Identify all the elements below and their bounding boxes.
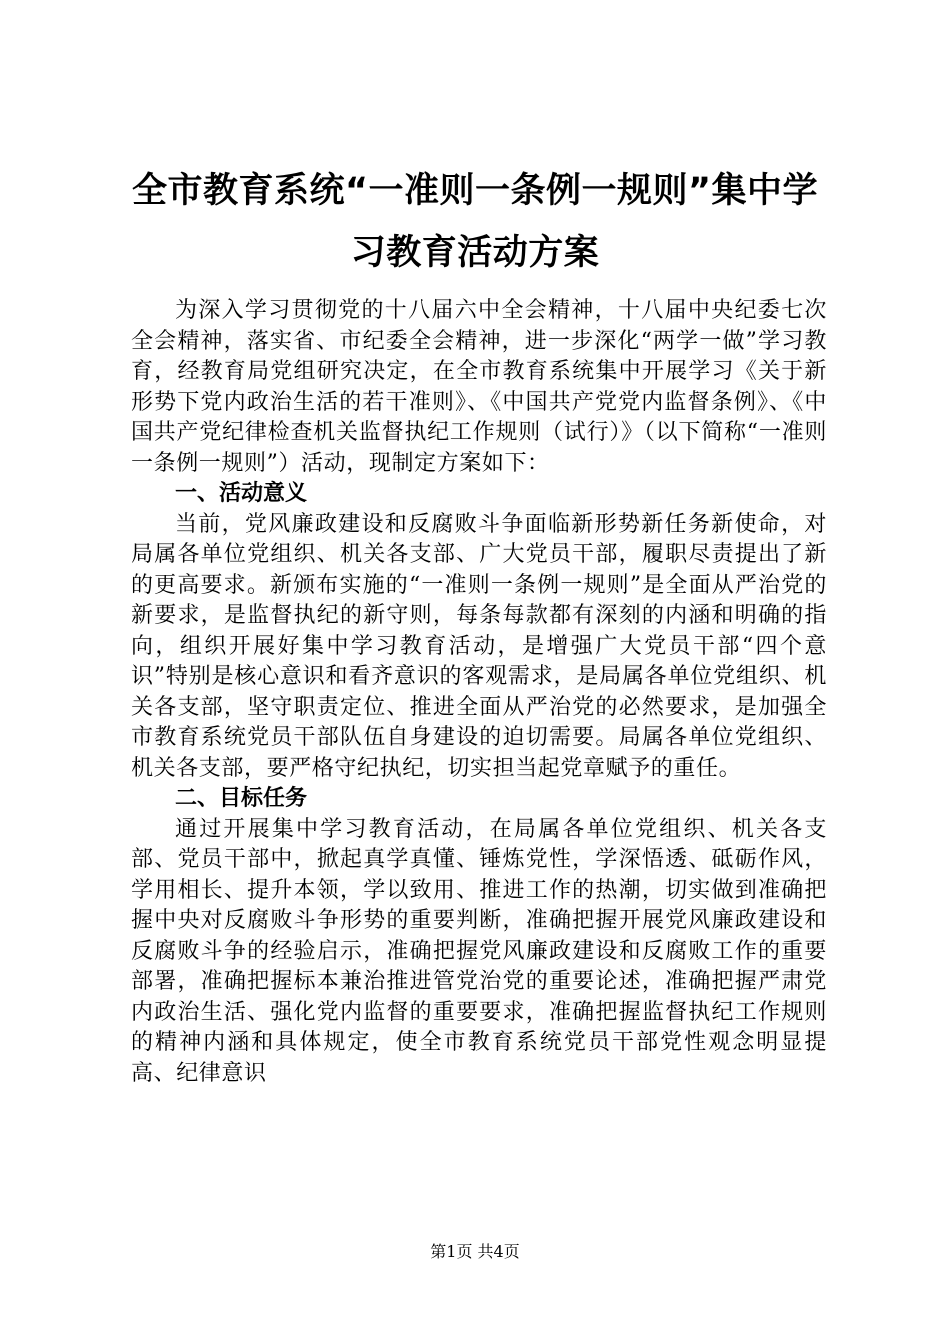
page-footer: 第1页 共4页 — [430, 1242, 520, 1261]
document-body — [131, 296, 827, 1089]
section-heading-goals: 二、目标任务 — [175, 786, 308, 811]
intro-paragraph: 为深入学习贯彻党的十八届六中全会精神，十八届中央纪委七次全会精神，落实省、市纪委全会精神，进一步深化“两学一做”学习教育，经教育局党组研究决定，在全市教育系统集中开展学习《关于新形势下党内政治生活的若干准则》、《中国共产党党内监督条例》、《中国共产党纪律检查机关监督执纪工作规则（试行）》（以下简称“一准则一条例一规则”）活动，现制定方案如下： — [131, 298, 827, 476]
document-title: 全市教育系统“一准则一条例一规则”集中学习教育活动方案 — [131, 171, 818, 273]
section-heading-purpose: 一、活动意义 — [175, 481, 308, 506]
section-paragraph-goals: 通过开展集中学习教育活动，在局属各单位党组织、机关各支部、党员干部中，掀起真学真懂、锤炼党性，学深悟透、砥砺作风，学用相长、提升本领，学以致用、推进工作的热潮，切实做到准确把握中央对反腐败斗争形势的重要判断，准确把握开展党风廉政建设和反腐败斗争的经验启示，准确把握党风廉政建设和反腐败工作的重要部署，准确把握标本兼治推进管党治党的重要论述，准确把握严肃党内政治生活、强化党内监督的重要要求，准确把握监督执纪工作规则的精神内涵和具体规定，使全市教育系统党员干部党性观念明显提高、纪律意识 — [131, 816, 827, 1086]
section-paragraph-purpose: 当前，党风廉政建设和反腐败斗争面临新形势新任务新使命，对局属各单位党组织、机关各支部、广大党员干部，履职尽责提出了新的更高要求。新颁布实施的“一准则一条例一规则”是全面从严治党的新要求，是监督执纪的新守则，每条每款都有深刻的内涵和明确的指向，组织开展好集中学习教育活动，是增强广大党员干部“四个意识”特别是核心意识和看齐意识的客观需求，是局属各单位党组织、机关各支部，坚守职责定位、推进全面从严治党的必然要求，是加强全市教育系统党员干部队伍自身建设的迫切需要。局属各单位党组织、机关各支部，要严格守纪执纪，切实担当起党章赋予的重任。 — [131, 511, 827, 781]
